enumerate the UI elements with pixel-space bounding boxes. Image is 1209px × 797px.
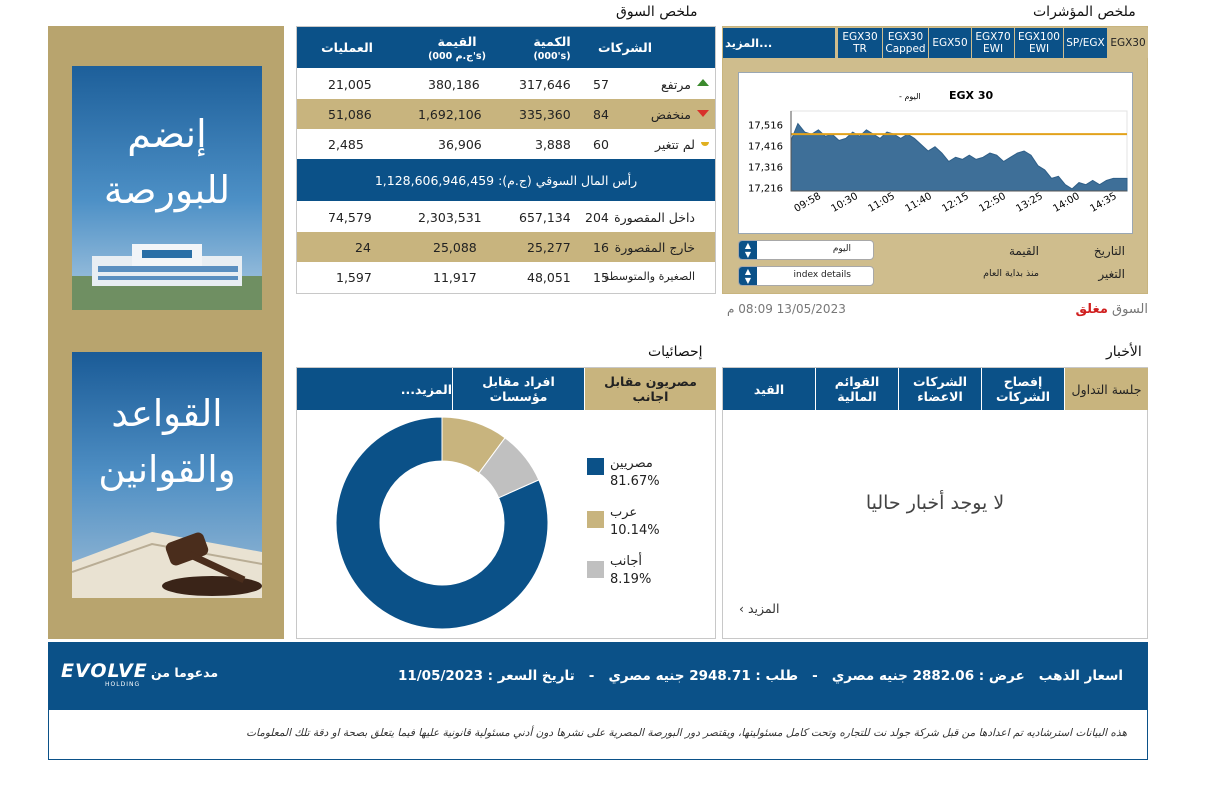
legend-pct: 8.19% <box>610 572 652 587</box>
date-label: التاريخ <box>1093 244 1125 258</box>
statistics-more-tab[interactable]: المزيد... <box>297 368 452 410</box>
market-status: السوق مغلق <box>1075 302 1148 317</box>
donut-chart <box>335 416 549 630</box>
x-tick-label: 10:30 <box>829 190 860 215</box>
index-chart-svg <box>739 73 1132 233</box>
building-image <box>72 236 262 310</box>
tab-egx70-ewi[interactable]: EGX70 EWI <box>972 28 1014 58</box>
y-tick-label: 17,316 <box>748 162 783 174</box>
legend-label: عرب <box>610 505 638 520</box>
statistics-title: إحصائيات <box>648 344 703 360</box>
market-cap: رأس المال السوقي (ج.م): 1,128,606,946,459 <box>374 173 638 188</box>
tab-egx30-capped[interactable]: EGX30 Capped <box>883 28 928 58</box>
change-label: التغير <box>1098 267 1125 281</box>
news-panel <box>722 367 1148 639</box>
gold-prices-footer <box>48 642 1148 760</box>
value-header: القيمة (ج.م 000's) <box>428 34 486 62</box>
disclaimer: هذه البيانات استرشاديه تم اعدادها من قبل شركة جولد نت للتجاره وتحت كامل مسئوليتها، ويقتصر دور البورصة المصرية على نشرها دون أدني مسئولية قانونية عليها فيما يتعلق بصحة او دقة تلك المعلومات <box>246 727 1127 739</box>
gold-bar <box>49 643 1147 710</box>
down-arrow-icon <box>697 110 709 117</box>
tab-egx30-tr[interactable]: EGX30 TR <box>838 28 882 58</box>
value-label: القيمة <box>1008 244 1039 258</box>
date-select[interactable]: ▲ ▼ اليوم <box>738 240 874 260</box>
legend-swatch <box>587 458 604 475</box>
table-row: الصغيرة والمتوسطة 15 48,051 11,917 1,597 <box>336 270 695 285</box>
legend-pct: 81.67% <box>610 474 660 489</box>
up-arrow-icon <box>697 79 709 86</box>
table-header <box>297 27 715 68</box>
table-row: خارج المقصورة 16 25,277 25,088 24 <box>297 232 715 262</box>
timestamp: 13/05/2023 08:09 م <box>727 302 846 316</box>
x-tick-label: 11:05 <box>866 190 897 215</box>
y-tick-label: 17,416 <box>748 141 783 153</box>
gavel-image <box>72 502 262 598</box>
chart-title: EGX 30 <box>949 89 994 102</box>
tab-disclosures[interactable]: إفصاح الشركات <box>982 368 1064 410</box>
spinner-icon: ▲ ▼ <box>739 241 757 259</box>
market-cap-row <box>297 159 715 201</box>
x-tick-label: 09:58 <box>792 190 823 215</box>
quantity-header: الكمية (000's) <box>533 34 571 62</box>
details-select[interactable]: ▲ ▼ index details <box>738 266 874 286</box>
spinner-icon: ▲ ▼ <box>739 267 757 285</box>
statistics-panel <box>296 367 716 639</box>
companies-header: الشركات <box>598 40 652 55</box>
status-badge: مغلق <box>1075 302 1108 317</box>
y-tick-label: 17,516 <box>748 120 783 132</box>
join-exchange-text: إنضم للبورصة <box>103 112 231 212</box>
tab-members[interactable]: الشركات الاعضاء <box>899 368 981 410</box>
index-summary-panel <box>722 26 1148 294</box>
news-more-link[interactable]: ‹ المزيد <box>739 601 780 616</box>
x-tick-label: 12:15 <box>940 190 971 215</box>
tab-trading-session[interactable]: جلسة التداول <box>1065 368 1148 410</box>
index-chart <box>738 72 1133 234</box>
table-row: مرتفع 57 317,646 380,186 21,005 <box>297 69 715 99</box>
tab-financials[interactable]: القوائم المالية <box>816 368 898 410</box>
tab-egx50[interactable]: EGX50 <box>929 28 971 58</box>
sponsored-by: مدعوما من <box>151 665 219 680</box>
market-summary-title: ملخص السوق <box>616 4 698 20</box>
x-tick-label: 11:40 <box>903 190 934 215</box>
table-row: منخفض 84 335,360 1,692,106 51,086 <box>297 99 715 129</box>
x-tick-label: 12:50 <box>977 190 1008 215</box>
rules-banner[interactable] <box>72 352 262 598</box>
chevron-left-icon: ‹ <box>739 601 748 616</box>
gold-prices: اسعار الذهب عرض : 2882.06 جنيه مصري - طلب : 2948.71 جنيه مصري - تاريخ السعر : 11/05/2023 <box>397 668 1123 684</box>
chart-subtitle: - اليوم <box>899 92 921 101</box>
logo-subtitle: HOLDING <box>105 681 141 688</box>
unchanged-icon <box>701 142 709 146</box>
market-summary-table <box>296 26 716 294</box>
tab-egx30[interactable]: EGX30 <box>1108 28 1148 58</box>
legend-swatch <box>587 561 604 578</box>
evolve-logo: EVOLVE <box>61 660 148 682</box>
tab-egx100-ewi[interactable]: EGX100 EWI <box>1015 28 1063 58</box>
index-more-tab[interactable]: المزيد... <box>723 28 835 58</box>
ads-column <box>48 26 284 639</box>
legend-pct: 10.14% <box>610 523 660 538</box>
tab-individuals-vs-institutions[interactable]: افراد مقابل مؤسسات <box>453 368 584 410</box>
rules-text: القواعد والقوانين <box>98 392 236 491</box>
tab-sp-egx[interactable]: SP/EGX <box>1064 28 1107 58</box>
table-row: داخل المقصورة 204 657,134 2,303,531 74,579 <box>328 210 695 225</box>
legend-swatch <box>587 511 604 528</box>
x-tick-label: 14:00 <box>1051 190 1082 215</box>
no-news-message: لا يوجد أخبار حاليا <box>865 492 1005 514</box>
legend-label: أجانب <box>610 554 642 569</box>
tab-egyptians-vs-foreigners[interactable]: مصريون مقابل اجانب <box>585 368 716 410</box>
index-summary-title: ملخص المؤشرات <box>1033 4 1136 20</box>
legend-label: مصريين <box>610 456 653 471</box>
join-exchange-banner[interactable] <box>72 66 262 310</box>
x-tick-label: 14:35 <box>1088 190 1119 215</box>
x-tick-label: 13:25 <box>1014 190 1045 215</box>
table-row: لم تتغير 60 3,888 36,906 2,485 <box>297 129 715 159</box>
tab-listing[interactable]: القيد <box>723 368 815 410</box>
news-title: الأخبار <box>1106 344 1142 360</box>
y-tick-label: 17,216 <box>748 183 783 195</box>
trades-header: العمليات <box>321 40 373 55</box>
change-period: منذ بداية العام <box>983 268 1039 279</box>
